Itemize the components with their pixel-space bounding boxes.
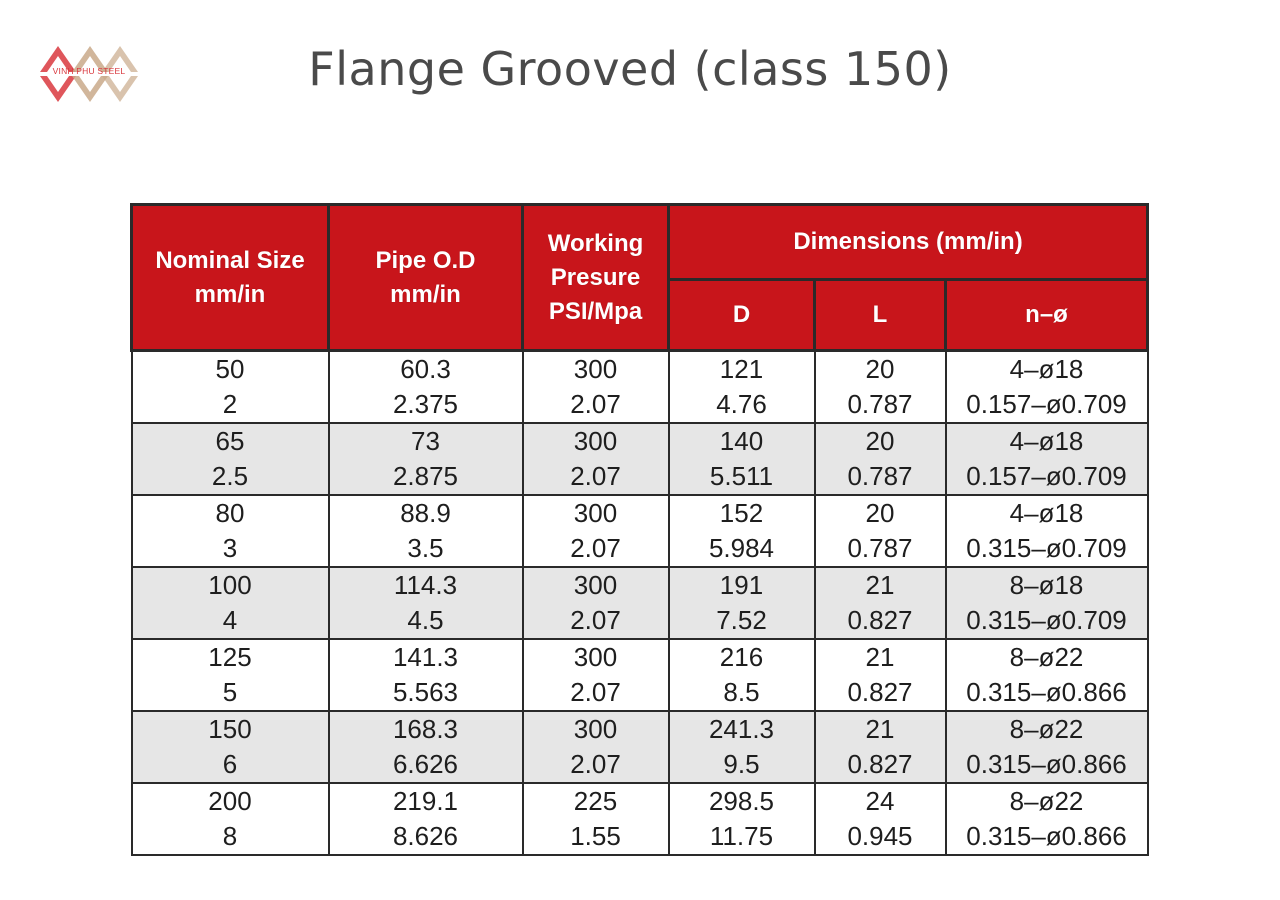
value-metric: 121 — [719, 354, 764, 384]
value-imperial: 0.787 — [847, 533, 913, 563]
value-metric: 8–ø22 — [1009, 786, 1084, 816]
cell-working-pressure — [523, 423, 669, 495]
value-imperial: 2.5 — [211, 461, 249, 491]
value-metric: 73 — [411, 426, 440, 456]
cell-nominal-size — [132, 495, 329, 567]
cell-l — [815, 639, 946, 711]
value-imperial: 2.07 — [570, 461, 621, 491]
value-metric: 4–ø18 — [1009, 426, 1084, 456]
cell-n-phi — [946, 423, 1148, 495]
cell-working-pressure — [523, 783, 669, 855]
value-metric: 80 — [215, 498, 245, 528]
cell-pipe-od — [329, 423, 523, 495]
cell-working-pressure — [523, 351, 669, 424]
value-metric: 114.3 — [393, 570, 458, 600]
header-pipe-od: Pipe O.D mm/in — [329, 205, 523, 351]
value-imperial: 3.5 — [407, 533, 444, 563]
value-imperial: 11.75 — [709, 821, 774, 851]
cell-working-pressure — [523, 639, 669, 711]
value-metric: 141.3 — [392, 642, 459, 672]
table-row — [132, 351, 1148, 424]
header-n-phi: n–ø — [946, 280, 1148, 351]
cell-d — [669, 711, 815, 783]
value-imperial: 2.875 — [392, 461, 459, 491]
cell-nominal-size — [132, 423, 329, 495]
value-metric: 300 — [573, 498, 618, 528]
table-row — [132, 711, 1148, 783]
cell-working-pressure — [523, 711, 669, 783]
cell-l — [815, 783, 946, 855]
cell-l — [815, 423, 946, 495]
value-metric: 300 — [573, 426, 618, 456]
cell-pipe-od — [329, 351, 523, 424]
value-imperial: 0.315–ø0.866 — [966, 677, 1127, 707]
value-metric: 65 — [215, 426, 245, 456]
cell-n-phi — [946, 495, 1148, 567]
cell-l — [815, 567, 946, 639]
value-metric: 50 — [215, 354, 245, 384]
table-row — [132, 423, 1148, 495]
table-row — [132, 783, 1148, 855]
cell-d — [669, 783, 815, 855]
value-imperial: 8 — [222, 821, 238, 851]
value-metric: 4–ø18 — [1009, 498, 1084, 528]
value-imperial: 0.315–ø0.709 — [966, 605, 1127, 635]
table-row — [132, 567, 1148, 639]
value-imperial: 0.827 — [847, 677, 913, 707]
cell-n-phi — [946, 567, 1148, 639]
value-metric: 140 — [719, 426, 764, 456]
value-imperial: 4.76 — [716, 389, 767, 419]
value-metric: 300 — [573, 642, 618, 672]
value-metric: 21 — [865, 714, 895, 744]
value-metric: 298.5 — [708, 786, 775, 816]
cell-nominal-size — [132, 711, 329, 783]
value-imperial: 4.5 — [407, 605, 444, 635]
cell-n-phi — [946, 711, 1148, 783]
header-l: L — [815, 280, 946, 351]
value-imperial: 8.626 — [392, 821, 459, 851]
cell-d — [669, 351, 815, 424]
value-imperial: 5 — [222, 677, 238, 707]
flange-spec-table — [130, 203, 1149, 856]
value-imperial: 2.07 — [570, 749, 621, 779]
value-imperial: 0.315–ø0.709 — [966, 533, 1127, 563]
value-imperial: 1.55 — [570, 821, 621, 851]
value-imperial: 6 — [222, 749, 238, 779]
value-imperial: 0.787 — [847, 461, 913, 491]
cell-d — [669, 639, 815, 711]
value-imperial: 5.511 — [709, 461, 774, 491]
cell-n-phi — [946, 351, 1148, 424]
cell-working-pressure — [523, 567, 669, 639]
value-imperial: 0.157–ø0.709 — [966, 389, 1127, 419]
value-imperial: 8.5 — [723, 677, 760, 707]
value-metric: 200 — [208, 786, 252, 816]
value-imperial: 0.157–ø0.709 — [966, 461, 1127, 491]
value-imperial: 2.07 — [570, 533, 621, 563]
value-metric: 241.3 — [708, 714, 775, 744]
value-metric: 225 — [573, 786, 618, 816]
value-imperial: 0.945 — [847, 821, 913, 851]
logo-text: VINH PHU STEEL — [52, 66, 126, 76]
table-row — [132, 639, 1148, 711]
value-imperial: 5.984 — [708, 533, 775, 563]
value-metric: 88.9 — [400, 498, 451, 528]
cell-pipe-od — [329, 567, 523, 639]
value-imperial: 6.626 — [392, 749, 459, 779]
value-metric: 20 — [865, 354, 895, 384]
value-metric: 125 — [208, 642, 252, 672]
page-title: Flange Grooved (class 150) — [308, 42, 952, 96]
cell-nominal-size — [132, 351, 329, 424]
value-metric: 191 — [719, 570, 764, 600]
value-metric: 168.3 — [392, 714, 459, 744]
value-imperial: 0.827 — [847, 749, 913, 779]
value-imperial: 3 — [222, 533, 238, 563]
cell-n-phi — [946, 783, 1148, 855]
value-metric: 300 — [573, 570, 618, 600]
cell-nominal-size — [132, 783, 329, 855]
cell-d — [669, 495, 815, 567]
cell-l — [815, 495, 946, 567]
value-metric: 60.3 — [400, 354, 451, 384]
header-working-pressure: Working Presure PSI/Mpa — [523, 205, 669, 351]
value-imperial: 2.07 — [570, 389, 621, 419]
value-metric: 150 — [208, 714, 252, 744]
cell-nominal-size — [132, 567, 329, 639]
header-dimensions: Dimensions (mm/in) — [669, 205, 1148, 280]
table-body — [132, 351, 1148, 856]
cell-n-phi — [946, 639, 1148, 711]
cell-l — [815, 711, 946, 783]
value-metric: 20 — [865, 498, 895, 528]
value-metric: 24 — [865, 786, 895, 816]
value-imperial: 2 — [222, 389, 238, 419]
value-metric: 152 — [719, 498, 764, 528]
value-imperial: 9.5 — [723, 749, 760, 779]
value-imperial: 0.315–ø0.866 — [966, 749, 1127, 779]
cell-working-pressure — [523, 495, 669, 567]
value-metric: 4–ø18 — [1009, 354, 1084, 384]
value-imperial: 0.827 — [847, 605, 913, 635]
value-metric: 100 — [208, 570, 252, 600]
cell-nominal-size — [132, 639, 329, 711]
header-d: D — [669, 280, 815, 351]
header-nominal-size: Nominal Size mm/in — [132, 205, 329, 351]
value-imperial: 2.07 — [570, 605, 621, 635]
cell-d — [669, 423, 815, 495]
value-metric: 219.1 — [392, 786, 459, 816]
cell-pipe-od — [329, 711, 523, 783]
value-metric: 8–ø18 — [1009, 570, 1084, 600]
table-row — [132, 495, 1148, 567]
cell-d — [669, 567, 815, 639]
value-imperial: 2.07 — [570, 677, 621, 707]
cell-pipe-od — [329, 639, 523, 711]
value-metric: 21 — [865, 570, 895, 600]
value-imperial: 5.563 — [392, 677, 459, 707]
cell-l — [815, 351, 946, 424]
value-metric: 20 — [865, 426, 895, 456]
value-metric: 8–ø22 — [1009, 714, 1084, 744]
value-metric: 300 — [573, 354, 618, 384]
value-imperial: 7.52 — [716, 605, 767, 635]
value-imperial: 0.787 — [847, 389, 913, 419]
value-imperial: 4 — [222, 605, 238, 635]
value-imperial: 0.315–ø0.866 — [966, 821, 1127, 851]
value-imperial: 2.375 — [392, 389, 459, 419]
value-metric: 216 — [719, 642, 764, 672]
value-metric: 8–ø22 — [1009, 642, 1084, 672]
cell-pipe-od — [329, 495, 523, 567]
value-metric: 300 — [573, 714, 618, 744]
cell-pipe-od — [329, 783, 523, 855]
value-metric: 21 — [865, 642, 895, 672]
